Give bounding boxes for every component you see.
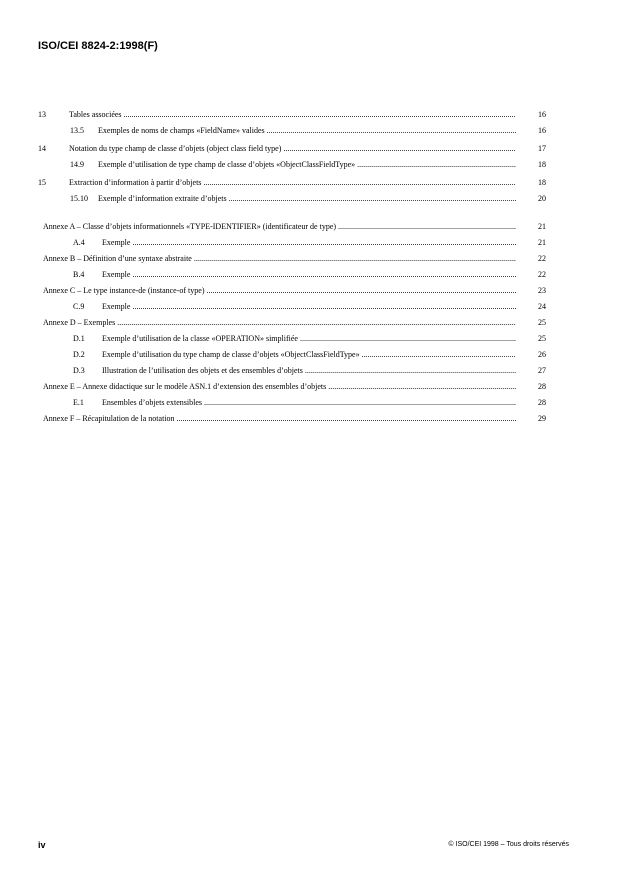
- toc-entry-number: E.1: [73, 398, 84, 407]
- toc-entry-page: 28: [538, 398, 546, 407]
- toc-subentry[interactable]: [38, 348, 548, 364]
- toc-entry-title: Illustration de l’utilisation des objets et des ensembles d’objets .....: [102, 364, 516, 377]
- toc-entry-title: Exemple .....: [102, 236, 516, 249]
- toc-entry-page: 18: [538, 160, 546, 169]
- toc-entry-page: 17: [538, 144, 546, 153]
- toc-entry-title: Exemple d’utilisation de type champ de classe d’objets «ObjectClassFieldType» .....: [98, 158, 516, 171]
- toc-entry-title: Annexe D – Exemples .....: [43, 316, 516, 329]
- toc-entry-page: 23: [538, 286, 546, 295]
- toc-subentry[interactable]: [38, 396, 548, 412]
- toc-entry-page: 25: [538, 318, 546, 327]
- toc-entry-title: Annexe E – Annexe didactique sur le modèle ASN.1 d’extension des ensembles d’objets .....: [43, 380, 516, 393]
- toc-entry-number: 13: [38, 110, 46, 119]
- toc-entry-page: 27: [538, 366, 546, 375]
- toc-entry-page: 24: [538, 302, 546, 311]
- toc-subentry[interactable]: [38, 236, 548, 252]
- toc-entry-number: A.4: [73, 238, 85, 247]
- toc-subentry[interactable]: [38, 332, 548, 348]
- document-header: ISO/CEI 8824-2:1998(F): [38, 40, 158, 52]
- toc-annex-entry[interactable]: [38, 412, 548, 428]
- toc-subentry[interactable]: [38, 124, 548, 140]
- toc-subentry[interactable]: [38, 192, 548, 208]
- toc-entry-page: 29: [538, 414, 546, 423]
- toc-entry-title: Exemple d’information extraite d’objets .....: [98, 192, 516, 205]
- toc-entry-title: Annexe C – Le type instance-de (instance-of type) .....: [43, 284, 516, 297]
- toc-entry-number: 14.9: [70, 160, 84, 169]
- toc-entry-number: 14: [38, 144, 46, 153]
- toc-entry-page: 20: [538, 194, 546, 203]
- toc-entry[interactable]: [38, 176, 548, 192]
- toc-entry-number: D.1: [73, 334, 85, 343]
- toc-entry-page: 21: [538, 238, 546, 247]
- toc-entry-page: 25: [538, 334, 546, 343]
- toc-subentry[interactable]: [38, 364, 548, 380]
- toc-annex-entry[interactable]: [38, 220, 548, 236]
- table-of-contents: [38, 108, 548, 428]
- toc-entry-number: 15: [38, 178, 46, 187]
- toc-entry-number: C.9: [73, 302, 85, 311]
- toc-entry-title: Annexe B – Définition d’une syntaxe abstraite .....: [43, 252, 516, 265]
- toc-entry-number: 15.10: [70, 194, 88, 203]
- toc-subentry[interactable]: [38, 158, 548, 174]
- toc-entry-title: Ensembles d’objets extensibles .....: [102, 396, 516, 409]
- toc-entry-page: 18: [538, 178, 546, 187]
- toc-subentry[interactable]: [38, 268, 548, 284]
- toc-entry-title: Annexe F – Récapitulation de la notation .....: [43, 412, 516, 425]
- page-number: iv: [38, 840, 46, 850]
- toc-annex-entry[interactable]: [38, 252, 548, 268]
- toc-subentry[interactable]: [38, 300, 548, 316]
- toc-entry-title: Exemple .....: [102, 268, 516, 281]
- toc-entry-title: Tables associées .....: [69, 108, 516, 121]
- toc-entry-page: 16: [538, 126, 546, 135]
- toc-annex-entry[interactable]: [38, 380, 548, 396]
- toc-entry-number: B.4: [73, 270, 85, 279]
- toc-entry-title: Exemple d’utilisation du type champ de classe d’objets «ObjectClassFieldType» .....: [102, 348, 516, 361]
- toc-entry-title: Extraction d’information à partir d’objets .....: [69, 176, 516, 189]
- toc-entry-page: 16: [538, 110, 546, 119]
- toc-annex-entry[interactable]: [38, 284, 548, 300]
- toc-entry-page: 22: [538, 254, 546, 263]
- toc-entry-page: 22: [538, 270, 546, 279]
- toc-entry-title: Annexe A – Classe d’objets informationnels «TYPE-IDENTIFIER» (identificateur de type) .....: [43, 220, 516, 233]
- toc-entry-title: Exemple .....: [102, 300, 516, 313]
- toc-entry-page: 21: [538, 222, 546, 231]
- toc-entry-page: 28: [538, 382, 546, 391]
- toc-entry-number: D.3: [73, 366, 85, 375]
- toc-entry[interactable]: [38, 108, 548, 124]
- toc-entry-title: Exemple d’utilisation de la classe «OPERATION» simplifiée .....: [102, 332, 516, 345]
- copyright-notice: © ISO/CEI 1998 – Tous droits réservés: [448, 841, 569, 848]
- toc-entry-number: 13.5: [70, 126, 84, 135]
- toc-entry-title: Exemples de noms de champs «FieldName» valides .....: [98, 124, 516, 137]
- toc-entry-title: Notation du type champ de classe d’objets (object class field type) .....: [69, 142, 516, 155]
- toc-annex-entry[interactable]: [38, 316, 548, 332]
- toc-entry-page: 26: [538, 350, 546, 359]
- toc-entry[interactable]: [38, 142, 548, 158]
- toc-entry-number: D.2: [73, 350, 85, 359]
